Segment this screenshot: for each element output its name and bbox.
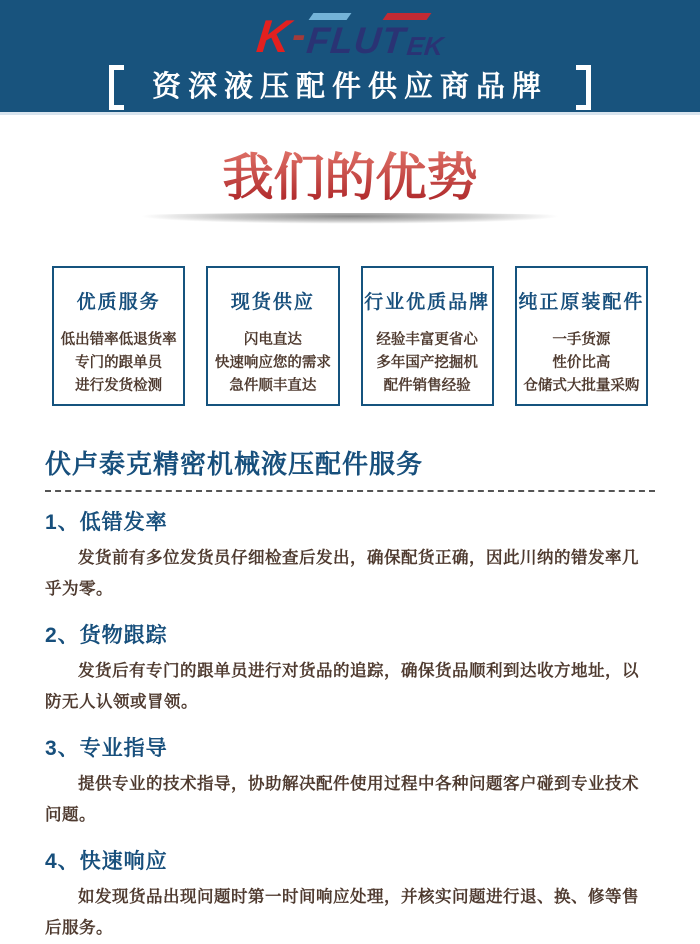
brand-tagline-row <box>0 65 700 110</box>
advantage-box-title: 行业优质品牌 <box>364 292 491 313</box>
advantage-boxes-row <box>0 266 700 406</box>
services-heading: 伏卢泰克精密机械液压配件服务 <box>45 449 424 479</box>
advantage-box-original-parts <box>515 266 648 406</box>
logo-hyphen: - <box>292 13 306 57</box>
logo-wordmark <box>307 22 443 59</box>
advantage-line: 多年国产挖掘机 <box>376 355 478 371</box>
advantage-line: 专门的跟单员 <box>75 355 163 371</box>
title-shadow-divider <box>60 213 640 224</box>
service-item-cargo-tracking <box>45 619 655 718</box>
service-item-body: 发货前有多位发货员仔细检查后发出，确保配货正确，因此川纳的错发率几乎为零。 <box>45 549 639 598</box>
service-item-professional-guidance <box>45 732 655 831</box>
brand-tagline: 资深液压配件供应商品牌 <box>151 71 548 103</box>
advantage-box-stock-supply <box>206 266 339 406</box>
logo-letters-ek: EK <box>405 31 445 61</box>
advantage-box-lines <box>517 329 646 398</box>
service-item-title: 4、快速响应 <box>45 850 168 873</box>
service-item-title: 1、低错发率 <box>45 511 168 534</box>
advantage-box-lines <box>363 329 492 398</box>
advantage-box-title: 纯正原装配件 <box>518 292 645 313</box>
advantage-line: 急件顺丰直达 <box>229 378 317 394</box>
right-bracket-decoration <box>576 65 591 110</box>
advantage-line: 闪电直达 <box>243 332 302 348</box>
advantage-box-title: 现货供应 <box>230 292 315 313</box>
logo-blue-accent-bar <box>309 13 352 20</box>
advantage-line: 快速响应您的需求 <box>214 355 331 371</box>
advantage-line: 经验丰富更省心 <box>376 332 478 348</box>
logo-letter-k: K <box>254 10 291 62</box>
advantage-box-quality-service <box>52 266 185 406</box>
advantage-line: 进行发货检测 <box>75 378 163 394</box>
advantage-box-lines <box>208 329 337 398</box>
service-item-body: 发货后有专门的跟单员进行对货品的追踪，确保货品顺利到达收方地址，以防无人认领或冒领。 <box>45 662 639 711</box>
brand-logo <box>0 7 700 62</box>
left-bracket-decoration <box>109 65 124 110</box>
advantages-title: 我们的优势 <box>0 147 700 209</box>
advantage-box-lines <box>54 329 183 398</box>
service-item-low-error-rate <box>45 506 655 605</box>
advantage-line: 一手货源 <box>552 332 611 348</box>
service-item-body: 如发现货品出现问题时第一时间响应处理，并核实问题进行退、换、修等售后服务。 <box>45 888 639 937</box>
advantage-line: 仓储式大批量采购 <box>523 378 640 394</box>
advantage-box-industry-brand <box>361 266 494 406</box>
dashed-divider <box>45 490 655 492</box>
advantage-box-title: 优质服务 <box>76 292 161 313</box>
logo-letters-flut: FLUT <box>305 20 409 61</box>
service-item-body: 提供专业的技术指导，协助解决配件使用过程中各种问题客户碰到专业技术问题。 <box>45 775 639 824</box>
advantage-line: 低出错率低退货率 <box>60 332 177 348</box>
service-item-title: 3、专业指导 <box>45 737 168 760</box>
service-item-title: 2、货物跟踪 <box>45 624 168 647</box>
brand-banner <box>0 0 700 115</box>
advantage-line: 性价比高 <box>552 355 611 371</box>
services-section <box>0 444 700 944</box>
logo-red-accent-bar <box>383 13 432 20</box>
service-item-fast-response <box>45 845 655 944</box>
advantage-line: 配件销售经验 <box>383 378 471 394</box>
